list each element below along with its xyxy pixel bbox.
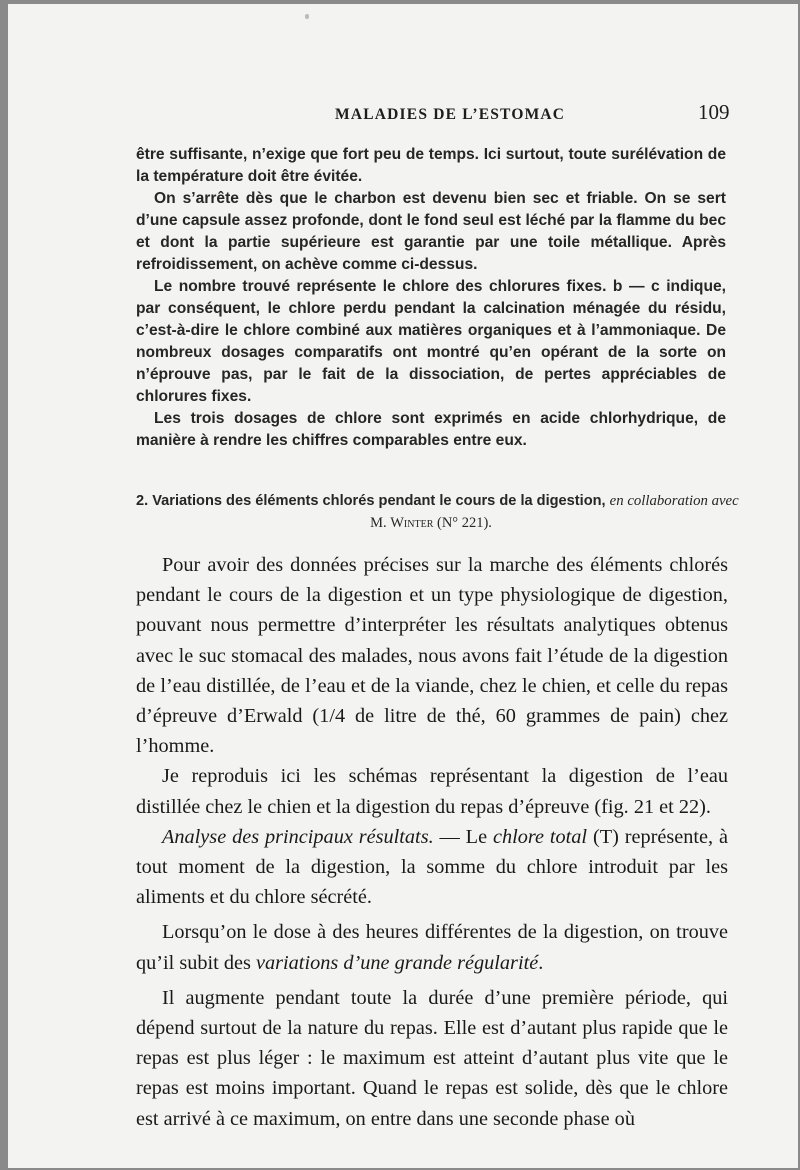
byline-name: Winter [390, 515, 434, 531]
paragraph [136, 917, 728, 977]
italic-phrase: variations d’une grande régularité [256, 951, 539, 974]
page-number: 109 [698, 100, 730, 124]
section-heading [136, 490, 739, 534]
running-header [8, 100, 798, 130]
section-title: 2. Variations des éléments chlorés pendant le cours de la digestion, [136, 493, 606, 509]
paragraph: être suffisante, n’exige que fort peu de temps. Ici surtout, toute surélévation de la température doit être évitée. [136, 146, 726, 185]
book-page [8, 4, 798, 1168]
byline-suffix: (N° 221). [436, 515, 492, 531]
running-title: MALADIES DE L’ESTOMAC [335, 106, 566, 123]
top-text-block [136, 144, 726, 452]
paragraph: Je reproduis ici les schémas représentant la digestion de l’eau distillée chez le chien et la digestion du repas d’épreuve (fig. 21 et 22). [136, 765, 728, 818]
text-run: — Le [433, 825, 493, 848]
paragraph: Les trois dosages de chlore sont exprimés en acide chlorhydrique, de manière à rendre les chiffres comparables entre eux. [136, 410, 726, 449]
text-run: Lorsqu’on le dose à des heures différentes de la digestion, on trouve qu’il subit des [136, 921, 728, 974]
section-byline [136, 512, 726, 534]
byline-prefix: M. [370, 515, 387, 531]
paragraph: Le nombre trouvé représente le chlore des chlorures fixes. b — c indique, par conséquent, le chlore perdu pendant la calcination ménagée du résidu, c’est-à-dire le chlore combiné aux matières organiques et à l’ammoniaque. De nombreux dosages comparatifs ont montré qu’en opérant de la sorte on n’éprouve pas, par le fait de la dissociation, de pertes appréciables de chlorures fixes. [136, 278, 726, 405]
text-run: . [538, 951, 544, 974]
text-run: (T) représente, à tout moment de la digestion, la somme du chlore introduit par les aliments et du chlore sécrété. [136, 825, 728, 909]
italic-phrase: Analyse des principaux résultats. [162, 825, 434, 848]
page-speck [305, 14, 309, 19]
section-collab: en collaboration avec [609, 493, 739, 509]
paragraph [136, 822, 728, 913]
main-text [136, 550, 728, 1134]
paragraph: On s’arrête dès que le charbon est devenu bien sec et friable. On se sert d’une capsule assez profonde, dont le fond seul est léché par la flamme du bec et dont la partie supérieure est garantie par une toile métallique. Après refroidissement, on achève comme ci-dessus. [136, 190, 726, 273]
paragraph: Il augmente pendant toute la durée d’une première période, qui dépend surtout de la nature du repas. Elle est d’autant plus rapide que le repas est plus léger : le maximum est atteint d’autant plus vite que le repas est moins important. Quand le repas est solide, dès que le chlore est arrivé à ce maximum, on entre dans une seconde phase où [136, 986, 728, 1130]
italic-phrase: chlore total [492, 825, 588, 848]
paragraph: Pour avoir des données précises sur la marche des éléments chlorés pendant le cours de la digestion et un type physiologique de digestion, pouvant nous permettre d’interpréter les résultats analytiques obtenus avec le suc stomacal des malades, nous avons fait l’étude de la digestion de l’eau distillée, de l’eau et de la viande, chez le chien, et celle du repas d’épreuve d’Erwald (1/4 de litre de thé, 60 grammes de pain) chez l’homme. [136, 554, 728, 758]
